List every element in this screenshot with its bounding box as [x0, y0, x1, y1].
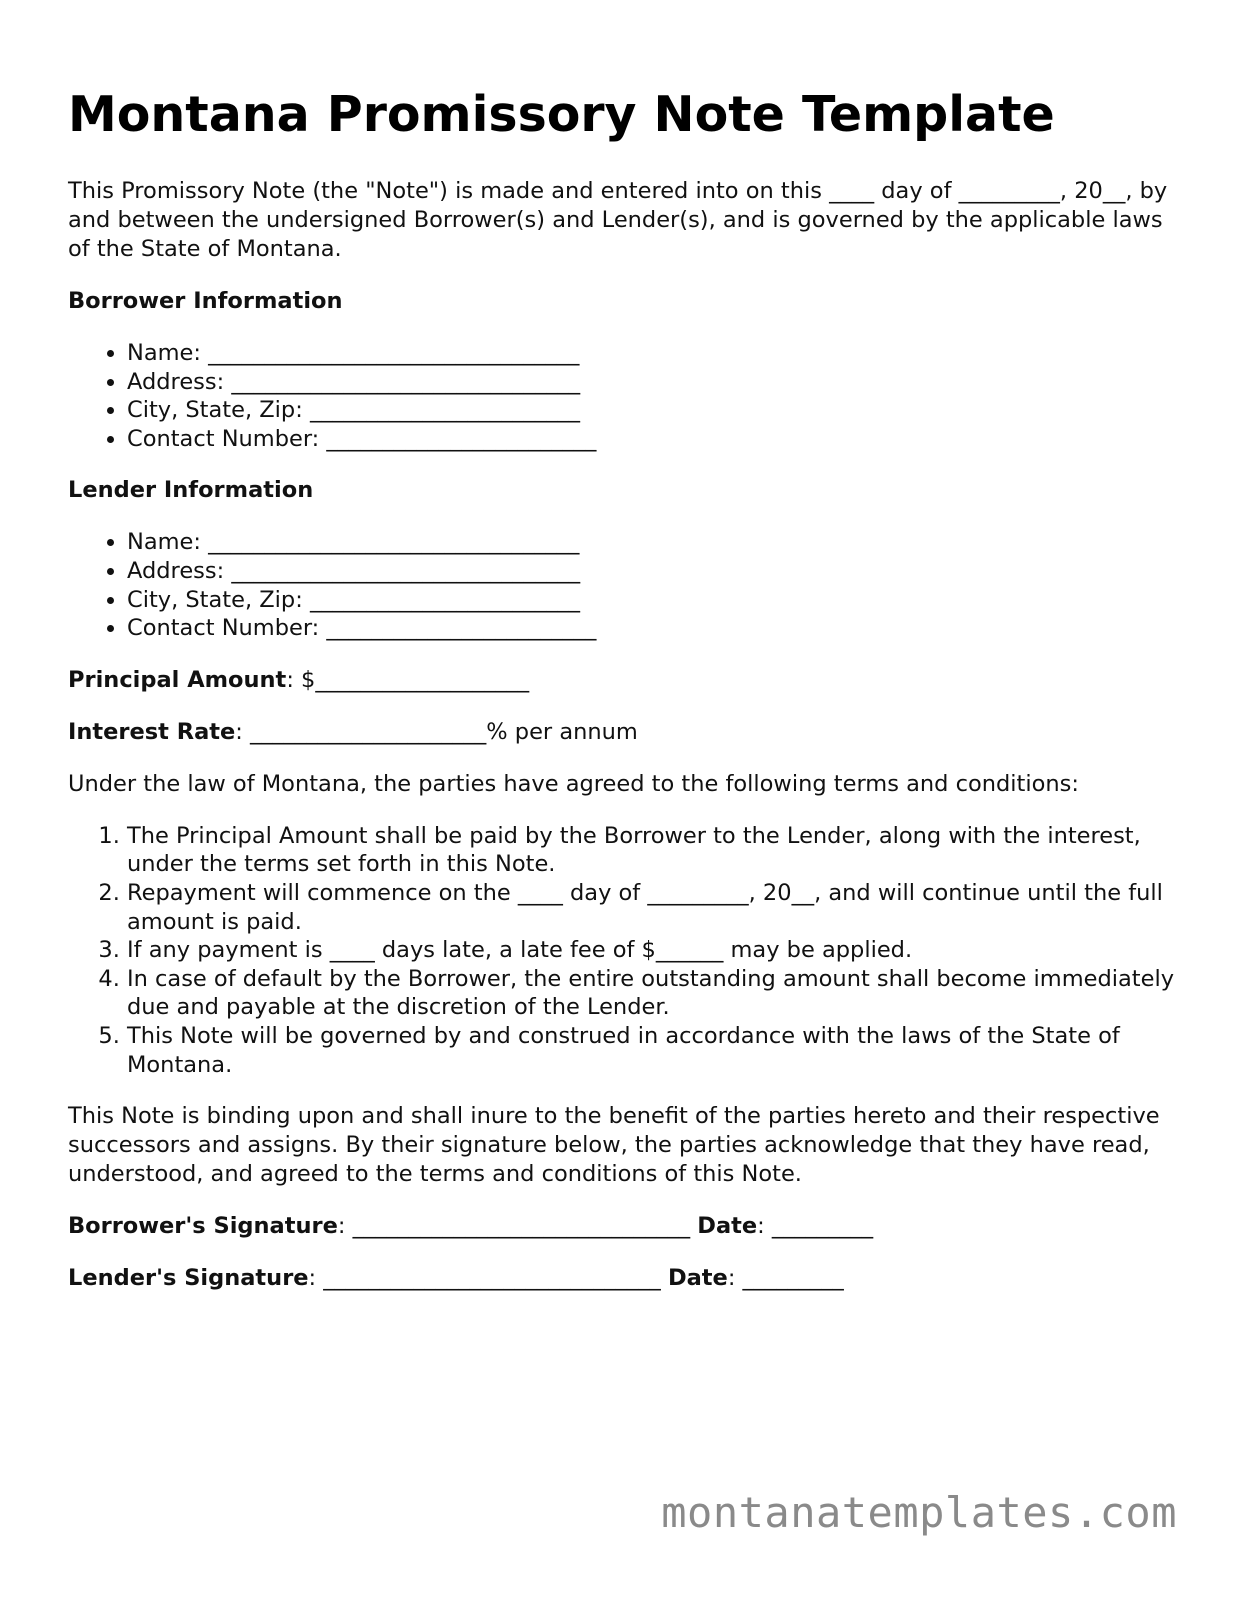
borrower-signature-line [68, 1212, 1188, 1241]
lender-address-field: • Address: _______________________________ [127, 557, 1188, 586]
site-watermark: montanatemplates.com [661, 1488, 1177, 1537]
term-item: 4. In case of default by the Borrower, the entire outstanding amount shall become immediately due and payable at the discretion of the Lender. [127, 965, 1188, 1022]
borrower-date-label: Date [697, 1213, 758, 1240]
borrower-signature-blank: : ______________________________ [337, 1213, 698, 1240]
interest-rate-value: : _____________________% per annum [235, 718, 638, 745]
lender-heading: Lender Information [68, 477, 314, 504]
lender-signature-label: Lender's Signature [68, 1265, 309, 1292]
principal-amount-line [68, 666, 1188, 695]
document-page [68, 86, 1188, 1316]
borrower-city-state-zip-field: • City, State, Zip: ________________________ [127, 396, 1188, 425]
terms-intro: Under the law of Montana, the parties have agreed to the following terms and conditions: [68, 770, 1079, 797]
term-item: 5. This Note will be governed by and construed in accordance with the laws of the State of Montana. [127, 1022, 1188, 1079]
lender-signature-blank: : ______________________________ [308, 1265, 668, 1292]
closing-paragraph: This Note is binding upon and shall inure to the benefit of the parties hereto and their respective successors and assigns. By their signature below, the parties acknowledge that they have read, understood, and agreed to the terms and conditions of this Note. [68, 1103, 1160, 1188]
interest-rate-line [68, 718, 1188, 747]
principal-amount-label: Principal Amount [68, 666, 287, 693]
lender-fields-list [68, 528, 1188, 642]
borrower-date-blank: : _________ [757, 1213, 874, 1240]
term-item: 1. The Principal Amount shall be paid by the Borrower to the Lender, along with the interest, under the terms set forth in this Note. [127, 822, 1188, 879]
intro-paragraph: This Promissory Note (the "Note") is made and entered into on this ____ day of _________, 20__, by and between the undersigned Borrower(s) and Lender(s), and is governed by the applicable laws of the State of Montana. [68, 178, 1168, 262]
interest-rate-label: Interest Rate [68, 718, 236, 745]
lender-name-field: • Name: _________________________________ [127, 528, 1188, 557]
borrower-contact-field: • Contact Number: ________________________ [127, 425, 1188, 454]
borrower-signature-label: Borrower's Signature [68, 1213, 338, 1240]
terms-list [68, 822, 1188, 1079]
lender-date-blank: : _________ [727, 1265, 844, 1292]
borrower-fields-list [68, 339, 1188, 453]
term-item: 3. If any payment is ____ days late, a late fee of $______ may be applied. [127, 936, 1188, 965]
principal-amount-value: : $___________________ [286, 666, 530, 693]
lender-contact-field: • Contact Number: ________________________ [127, 614, 1188, 643]
borrower-name-field: • Name: _________________________________ [127, 339, 1188, 368]
lender-date-label: Date [667, 1265, 728, 1292]
borrower-heading: Borrower Information [68, 288, 343, 314]
lender-city-state-zip-field: • City, State, Zip: ________________________ [127, 586, 1188, 615]
page-title: Montana Promissory Note Template [68, 86, 1055, 143]
borrower-address-field: • Address: _______________________________ [127, 368, 1188, 397]
term-item: 2. Repayment will commence on the ____ day of _________, 20__, and will continue until the full amount is paid. [127, 879, 1188, 936]
lender-signature-line [68, 1264, 1188, 1293]
